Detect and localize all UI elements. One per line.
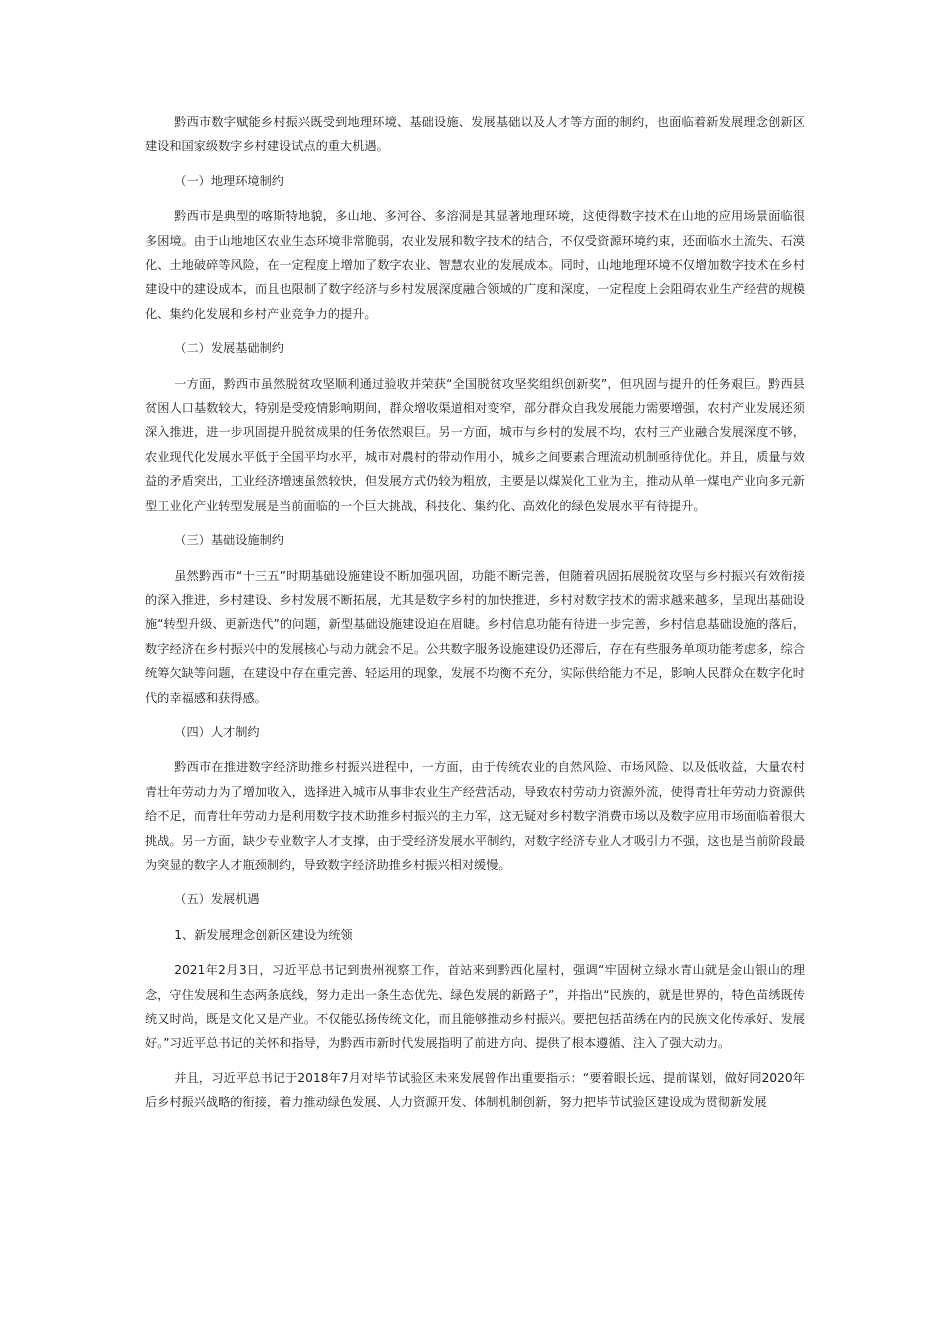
section-3-paragraph: 虽然黔西市“十三五”时期基础设施建设不断加强巩固，功能不断完善，但随着巩固拓展脱贫攻坚与乡村振兴有效衔接的深入推进，乡村建设、乡村发展不断拓展，尤其是数字乡村的加快推进，乡村对数字技术的需求越来越多，呈现出基础设施“转型升级、更新迭代”的问题，新型基础设施建设迫在眉睫。乡村信息功能有待进一步完善，乡村信息基础设施的落后，数字经济在乡村振兴中的发展核心与动力就会不足。公共数字服务设施建设仍还滞后，存在有些服务单项功能考虑多，综合统筹欠缺等问题，在建设中存在重完善、轻运用的现象，发展不均衡不充分，实际供给能力不足，影响人民群众在数字化时代的幸福感和获得感。 [145,568,805,705]
document-body [145,110,805,1115]
section-2-paragraph: 一方面，黔西市虽然脱贫攻坚顺利通过验收并荣获“全国脱贫攻坚奖组织创新奖”，但巩固与提升的任务艰巨。黔西县贫困人口基数较大，特别是受疫情影响期间，群众增收渠道相对变窄，部分群众自我发展能力需要增强，农村产业发展还须深入推进，进一步巩固提升脱贫成果的任务依然艰巨。另一方面，城市与乡村的发展不均，农村三产业融合发展深度不够，农业现代化发展水平低于全国平均水平，城市对農村的带动作用小，城乡之间要素合理流动机制亟待优化。并且，质量与效益的矛盾突出，工业经济增速虽然较快，但发展方式仍较为粗放，主要是以煤炭化工业为主，推动从单一煤电产业向多元新型工业化产业转型发展是当前面临的一个巨大挑战，科技化、集约化、高效化的绿色发展水平有待提升。 [145,376,805,513]
section-1-paragraph: 黔西市是典型的喀斯特地貌，多山地、多河谷、多溶洞是其显著地理环境，这使得数字技术在山地的应用场景面临很多困境。由于山地地区农业生态环境非常脆弱，农业发展和数字技术的结合，不仅受资源环境约束，还面临水土流失、石漠化、土地破碎等风险，在一定程度上增加了数字农业、智慧农业的发展成本。同时，山地地理环境不仅增加数字技术在乡村建设中的建设成本，而且也限制了数字经济与乡村发展深度融合领域的广度和深度，一定程度上会阻碍农业生产经营的规模化、集约化发展和乡村产业竞争力的提升。 [145,209,805,321]
section-3-heading: （三）基础设施制约 [174,533,284,548]
section-5-heading: （五）发展机遇 [174,892,260,907]
section-5-paragraph-2: 并且，习近平总书记于2018年7月对毕节试验区未来发展曾作出重要指示：“要着眼长远、提前谋划，做好同2020年后乡村振兴战略的衔接，着力推动绿色发展、人力资源开发、体制机制创新，努力把毕节试验区建设成为贯彻新发展 [145,1070,805,1110]
section-4-heading: （四）人才制约 [174,724,260,739]
section-2-heading: （二）发展基础制约 [174,341,284,356]
intro-paragraph: 黔西市数字赋能乡村振兴既受到地理环境、基础设施、发展基础以及人才等方面的制约，也面临着新发展理念创新区建设和国家级数字乡村建设试点的重大机遇。 [145,115,805,154]
section-5-paragraph-1: 2021年2月3日，习近平总书记到贵州视察工作，首站来到黔西化屋村，强调“牢固树立绿水青山就是金山银山的理念，守住发展和生态两条底线，努力走出一条生态优先、绿色发展的新路子”，并指出“民族的，就是世界的，特色苗绣既传统又时尚，既是文化又是产业。不仅能弘扬传统文化，而且能够推动乡村振兴。要把包括苗绣在内的民族文化传承好、发展好。”习近平总书记的关怀和指导，为黔西市新时代发展指明了前进方向、提供了根本遵循、注入了强大动力。 [145,963,805,1051]
section-5-subheading-1: 1、新发展理念创新区建设为统领 [174,927,353,942]
section-4-paragraph: 黔西市在推进数字经济助推乡村振兴进程中，一方面，由于传统农业的自然风险、市场风险、以及低收益，大量农村青壮年劳动力为了增加收入，选择进入城市从事非农业生产经营活动，导致农村劳动力资源外流，使得青壮年劳动力资源供给不足，而青壮年劳动力是利用数字技术助推乡村振兴的主力军，这无疑对乡村数字消费市场以及数字应用市场面临着很大挑战。另一方面，缺少专业数字人才支撑，由于受经济发展水平制约，对数字经济专业人才吸引力不强，这也是当前阶段最为突显的数字人才瓶颈制约，导致数字经济助推乡村振兴相对缓慢。 [145,760,805,872]
section-1-heading: （一）地理环境制约 [174,173,284,188]
